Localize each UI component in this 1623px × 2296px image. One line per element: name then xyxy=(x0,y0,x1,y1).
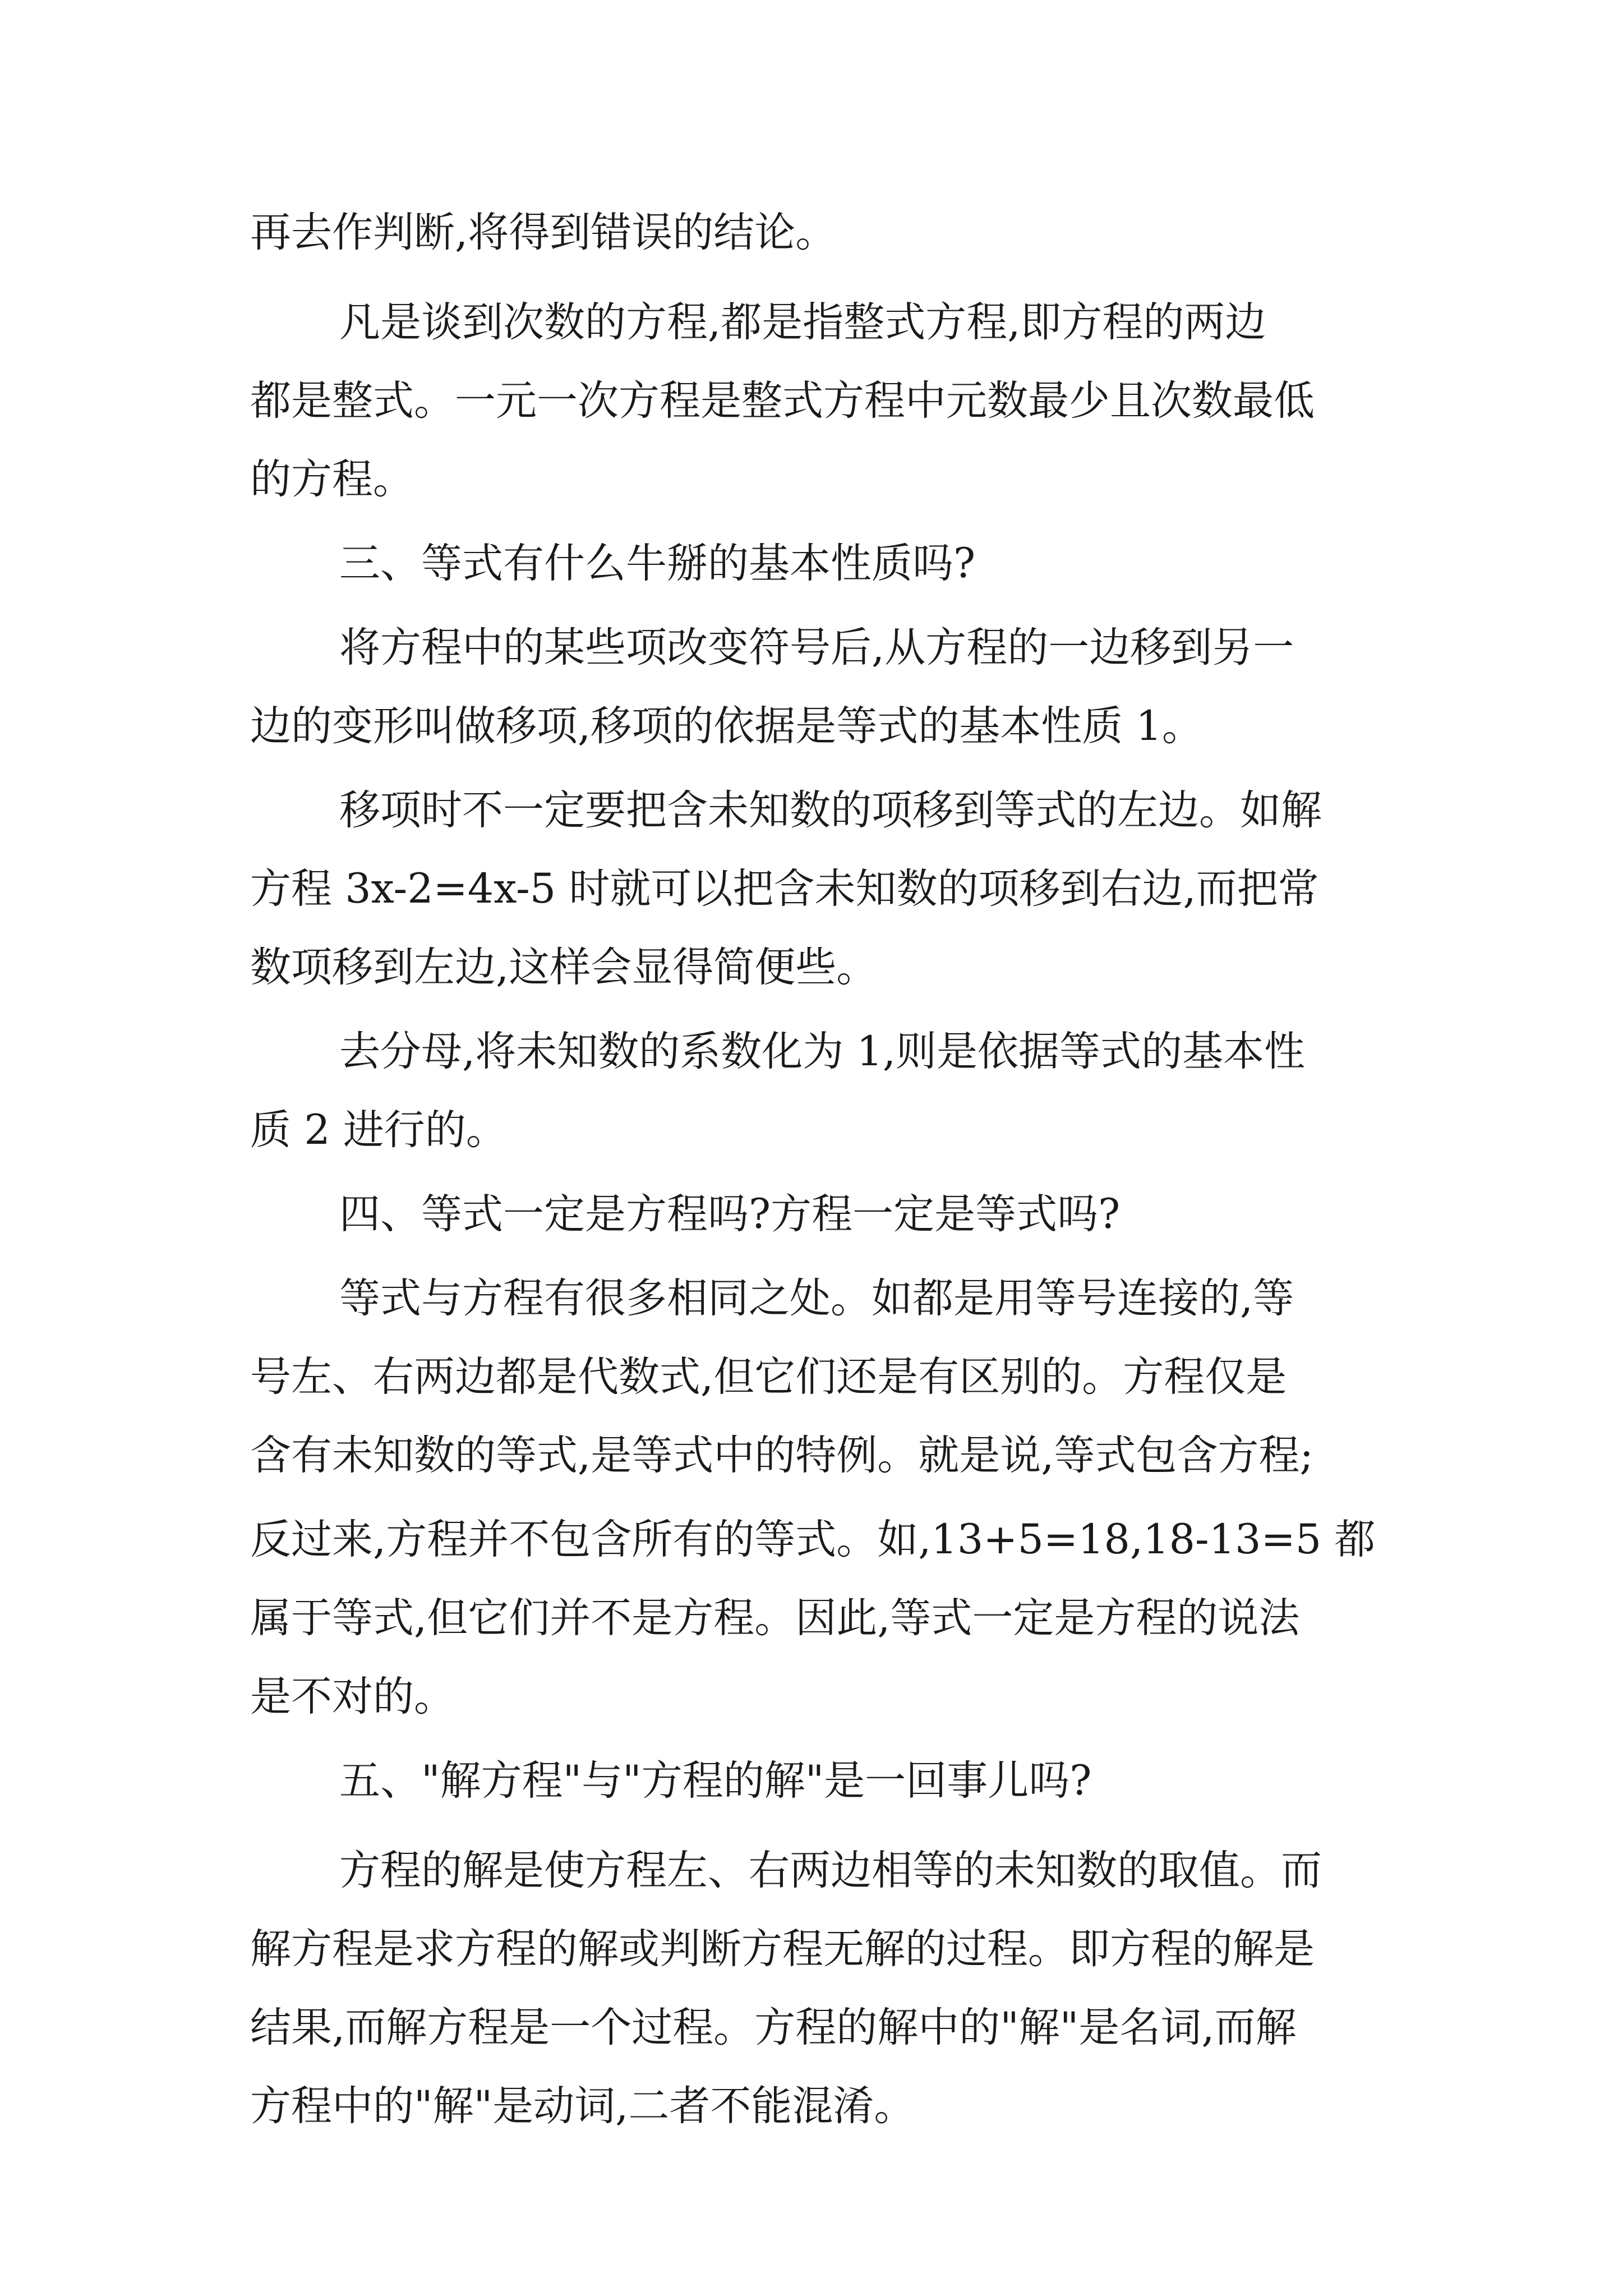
text-line: 移项时不一定要把含未知数的项移到等式的左边。如解 xyxy=(339,786,1322,834)
text-line: 反过来,方程并不包含所有的等式。如,13+5=18,18-13=5 都 xyxy=(250,1516,1376,1563)
text-line: 结果,而解方程是一个过程。方程的解中的"解"是名词,而解 xyxy=(250,2004,1297,2051)
text-line: 方程 3x-2=4x-5 时就可以把含未知数的项移到右边,而把常 xyxy=(250,865,1319,913)
text-line: 凡是谈到次数的方程,都是指整式方程,即方程的两边 xyxy=(339,298,1266,346)
section-heading: 五、"解方程"与"方程的解"是一回事儿吗? xyxy=(339,1757,1092,1805)
text-line: 将方程中的某些项改变符号后,从方程的一边移到另一 xyxy=(339,624,1294,671)
text-line: 属于等式,但它们并不是方程。因此,等式一定是方程的说法 xyxy=(250,1594,1300,1642)
text-line: 的方程。 xyxy=(250,455,414,503)
text-line: 都是整式。一元一次方程是整式方程中元数最少且次数最低 xyxy=(250,377,1315,425)
text-line: 方程中的"解"是动词,二者不能混淆。 xyxy=(250,2082,915,2130)
text-line: 数项移到左边,这样会显得简便些。 xyxy=(250,944,878,991)
text-line: 解方程是求方程的解或判断方程无解的过程。即方程的解是 xyxy=(250,1925,1315,1973)
text-line: 方程的解是使方程左、右两边相等的未知数的取值。而 xyxy=(339,1847,1322,1894)
text-line: 边的变形叫做移项,移项的依据是等式的基本性质 1。 xyxy=(250,702,1203,750)
text-line: 质 2 进行的。 xyxy=(250,1106,507,1154)
text-line: 号左、右两边都是代数式,但它们还是有区别的。方程仅是 xyxy=(250,1353,1287,1401)
section-heading: 三、等式有什么牛掰的基本性质吗? xyxy=(339,540,976,587)
text-line: 等式与方程有很多相同之处。如都是用等号连接的,等 xyxy=(339,1274,1294,1322)
text-line: 是不对的。 xyxy=(250,1673,455,1720)
text-line: 去分母,将未知数的系数化为 1,则是依据等式的基本性 xyxy=(339,1028,1306,1075)
text-line: 含有未知数的等式,是等式中的特例。就是说,等式包含方程; xyxy=(250,1432,1314,1479)
section-heading: 四、等式一定是方程吗?方程一定是等式吗? xyxy=(339,1190,1121,1238)
text-line: 再去作判断,将得到错误的结论。 xyxy=(250,209,837,256)
